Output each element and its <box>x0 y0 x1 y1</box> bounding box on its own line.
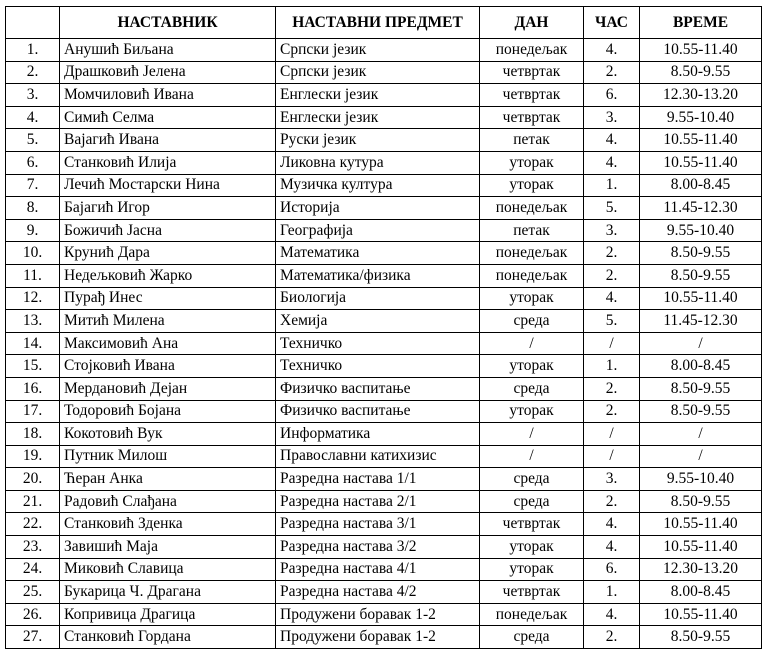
row-number-cell: 1. <box>6 39 60 62</box>
table-row <box>6 400 762 423</box>
table-row <box>6 490 762 513</box>
row-number-cell: 27. <box>6 626 60 649</box>
teacher-name-cell: Лечић Мостарски Нина <box>60 174 276 197</box>
header-day: ДАН <box>480 7 584 39</box>
table-row <box>6 558 762 581</box>
time-cell: 8.50-9.55 <box>640 264 762 287</box>
day-cell: среда <box>480 626 584 649</box>
subject-cell: Разредна настава 4/2 <box>276 581 480 604</box>
teacher-name-cell: Крунић Дара <box>60 242 276 265</box>
teacher-name-cell: Копривица Драгица <box>60 603 276 626</box>
subject-cell: Разредна настава 2/1 <box>276 490 480 513</box>
header-teacher: НАСТАВНИК <box>60 7 276 39</box>
row-number-cell: 6. <box>6 151 60 174</box>
period-cell: 2. <box>584 400 640 423</box>
teacher-name-cell: Пурађ Инес <box>60 287 276 310</box>
teacher-name-cell: Максимовић Ана <box>60 332 276 355</box>
period-cell: / <box>584 332 640 355</box>
header-subject: НАСТАВНИ ПРЕДМЕТ <box>276 7 480 39</box>
subject-cell: Српски језик <box>276 39 480 62</box>
day-cell: / <box>480 423 584 446</box>
table-row <box>6 287 762 310</box>
day-cell: понедељак <box>480 603 584 626</box>
row-number-cell: 11. <box>6 264 60 287</box>
period-cell: 1. <box>584 355 640 378</box>
row-number-cell: 22. <box>6 513 60 536</box>
period-cell: 5. <box>584 197 640 220</box>
header-time: ВРЕМЕ <box>640 7 762 39</box>
subject-cell: Географија <box>276 219 480 242</box>
time-cell: 8.50-9.55 <box>640 242 762 265</box>
day-cell: среда <box>480 468 584 491</box>
table-body <box>6 39 762 649</box>
time-cell: / <box>640 332 762 355</box>
header-number <box>6 7 60 39</box>
table-row <box>6 84 762 107</box>
subject-cell: Хемија <box>276 310 480 333</box>
teacher-name-cell: Мердановић Дејан <box>60 377 276 400</box>
row-number-cell: 19. <box>6 445 60 468</box>
table-row <box>6 423 762 446</box>
teacher-name-cell: Букарица Ч. Драгана <box>60 581 276 604</box>
time-cell: 8.00-8.45 <box>640 174 762 197</box>
teacher-name-cell: Анушић Биљана <box>60 39 276 62</box>
time-cell: 10.55-11.40 <box>640 287 762 310</box>
table-row <box>6 581 762 604</box>
time-cell: 8.50-9.55 <box>640 626 762 649</box>
period-cell: 1. <box>584 581 640 604</box>
subject-cell: Руски језик <box>276 129 480 152</box>
teacher-name-cell: Драшковић Јелена <box>60 61 276 84</box>
subject-cell: Продужени боравак 1-2 <box>276 626 480 649</box>
subject-cell: Ликовна кутура <box>276 151 480 174</box>
time-cell: / <box>640 423 762 446</box>
period-cell: 4. <box>584 603 640 626</box>
time-cell: 10.55-11.40 <box>640 603 762 626</box>
time-cell: 9.55-10.40 <box>640 106 762 129</box>
teacher-name-cell: Ћеран Анка <box>60 468 276 491</box>
period-cell: 2. <box>584 264 640 287</box>
teacher-name-cell: Станковић Илија <box>60 151 276 174</box>
row-number-cell: 8. <box>6 197 60 220</box>
period-cell: 1. <box>584 174 640 197</box>
period-cell: 3. <box>584 219 640 242</box>
row-number-cell: 17. <box>6 400 60 423</box>
day-cell: понедељак <box>480 197 584 220</box>
row-number-cell: 2. <box>6 61 60 84</box>
table-row <box>6 332 762 355</box>
row-number-cell: 26. <box>6 603 60 626</box>
row-number-cell: 10. <box>6 242 60 265</box>
period-cell: 4. <box>584 129 640 152</box>
row-number-cell: 14. <box>6 332 60 355</box>
teacher-name-cell: Тодоровић Бојана <box>60 400 276 423</box>
subject-cell: Разредна настава 4/1 <box>276 558 480 581</box>
day-cell: среда <box>480 490 584 513</box>
teacher-name-cell: Божичић Јасна <box>60 219 276 242</box>
time-cell: 9.55-10.40 <box>640 468 762 491</box>
subject-cell: Техничко <box>276 332 480 355</box>
time-cell: 8.00-8.45 <box>640 581 762 604</box>
table-row <box>6 61 762 84</box>
day-cell: понедељак <box>480 264 584 287</box>
table-row <box>6 219 762 242</box>
time-cell: 8.50-9.55 <box>640 490 762 513</box>
teacher-name-cell: Миковић Славица <box>60 558 276 581</box>
day-cell: понедељак <box>480 39 584 62</box>
table-row <box>6 445 762 468</box>
period-cell: 6. <box>584 84 640 107</box>
row-number-cell: 5. <box>6 129 60 152</box>
time-cell: 9.55-10.40 <box>640 219 762 242</box>
row-number-cell: 7. <box>6 174 60 197</box>
day-cell: уторак <box>480 558 584 581</box>
subject-cell: Разредна настава 3/1 <box>276 513 480 536</box>
subject-cell: Физичко васпитање <box>276 400 480 423</box>
subject-cell: Информатика <box>276 423 480 446</box>
row-number-cell: 13. <box>6 310 60 333</box>
time-cell: 11.45-12.30 <box>640 310 762 333</box>
row-number-cell: 25. <box>6 581 60 604</box>
period-cell: 3. <box>584 106 640 129</box>
period-cell: 6. <box>584 558 640 581</box>
time-cell: 8.50-9.55 <box>640 61 762 84</box>
row-number-cell: 15. <box>6 355 60 378</box>
row-number-cell: 16. <box>6 377 60 400</box>
day-cell: среда <box>480 377 584 400</box>
time-cell: 10.55-11.40 <box>640 129 762 152</box>
subject-cell: Енглески језик <box>276 106 480 129</box>
teacher-name-cell: Станковић Зденка <box>60 513 276 536</box>
period-cell: 2. <box>584 490 640 513</box>
subject-cell: Техничко <box>276 355 480 378</box>
subject-cell: Енглески језик <box>276 84 480 107</box>
table-row <box>6 377 762 400</box>
teacher-name-cell: Станковић Гордана <box>60 626 276 649</box>
subject-cell: Физичко васпитање <box>276 377 480 400</box>
teacher-name-cell: Кокотовић Вук <box>60 423 276 446</box>
day-cell: уторак <box>480 355 584 378</box>
table-row <box>6 513 762 536</box>
time-cell: 10.55-11.40 <box>640 536 762 559</box>
day-cell: уторак <box>480 400 584 423</box>
row-number-cell: 3. <box>6 84 60 107</box>
period-cell: 2. <box>584 626 640 649</box>
time-cell: 12.30-13.20 <box>640 558 762 581</box>
day-cell: петак <box>480 219 584 242</box>
day-cell: уторак <box>480 151 584 174</box>
teacher-name-cell: Симић Селма <box>60 106 276 129</box>
time-cell: 12.30-13.20 <box>640 84 762 107</box>
day-cell: четвртак <box>480 84 584 107</box>
day-cell: уторак <box>480 536 584 559</box>
time-cell: 8.50-9.55 <box>640 400 762 423</box>
period-cell: 4. <box>584 39 640 62</box>
table-row <box>6 264 762 287</box>
table-row <box>6 39 762 62</box>
row-number-cell: 4. <box>6 106 60 129</box>
row-number-cell: 12. <box>6 287 60 310</box>
time-cell: 10.55-11.40 <box>640 513 762 536</box>
time-cell: 8.00-8.45 <box>640 355 762 378</box>
row-number-cell: 18. <box>6 423 60 446</box>
table-row <box>6 626 762 649</box>
row-number-cell: 9. <box>6 219 60 242</box>
row-number-cell: 24. <box>6 558 60 581</box>
day-cell: уторак <box>480 287 584 310</box>
subject-cell: Математика <box>276 242 480 265</box>
period-cell: / <box>584 445 640 468</box>
teacher-name-cell: Митић Милена <box>60 310 276 333</box>
time-cell: 11.45-12.30 <box>640 197 762 220</box>
teacher-name-cell: Вајагић Ивана <box>60 129 276 152</box>
table-row <box>6 310 762 333</box>
table-row <box>6 151 762 174</box>
period-cell: 3. <box>584 468 640 491</box>
row-number-cell: 20. <box>6 468 60 491</box>
teacher-name-cell: Недељковић Жарко <box>60 264 276 287</box>
day-cell: среда <box>480 310 584 333</box>
time-cell: 8.50-9.55 <box>640 377 762 400</box>
time-cell: 10.55-11.40 <box>640 39 762 62</box>
time-cell: / <box>640 445 762 468</box>
table-row <box>6 129 762 152</box>
subject-cell: Разредна настава 3/2 <box>276 536 480 559</box>
subject-cell: Православни катихизис <box>276 445 480 468</box>
table-row <box>6 468 762 491</box>
table-row <box>6 197 762 220</box>
table-header-row <box>6 7 762 39</box>
consultation-schedule-table <box>5 6 762 649</box>
subject-cell: Продужени боравак 1-2 <box>276 603 480 626</box>
subject-cell: Разредна настава 1/1 <box>276 468 480 491</box>
table-row <box>6 536 762 559</box>
table-row <box>6 242 762 265</box>
day-cell: четвртак <box>480 61 584 84</box>
table-row <box>6 355 762 378</box>
teacher-name-cell: Стојковић Ивана <box>60 355 276 378</box>
day-cell: уторак <box>480 174 584 197</box>
period-cell: 4. <box>584 151 640 174</box>
table-row <box>6 106 762 129</box>
day-cell: петак <box>480 129 584 152</box>
day-cell: / <box>480 332 584 355</box>
day-cell: / <box>480 445 584 468</box>
time-cell: 10.55-11.40 <box>640 151 762 174</box>
period-cell: 2. <box>584 242 640 265</box>
day-cell: четвртак <box>480 513 584 536</box>
period-cell: 4. <box>584 536 640 559</box>
period-cell: 2. <box>584 61 640 84</box>
row-number-cell: 23. <box>6 536 60 559</box>
teacher-name-cell: Момчиловић Ивана <box>60 84 276 107</box>
day-cell: понедељак <box>480 242 584 265</box>
row-number-cell: 21. <box>6 490 60 513</box>
table-row <box>6 174 762 197</box>
teacher-name-cell: Путник Милош <box>60 445 276 468</box>
subject-cell: Српски језик <box>276 61 480 84</box>
period-cell: 4. <box>584 287 640 310</box>
day-cell: четвртак <box>480 106 584 129</box>
teacher-name-cell: Бајагић Игор <box>60 197 276 220</box>
subject-cell: Историја <box>276 197 480 220</box>
day-cell: четвртак <box>480 581 584 604</box>
table-row <box>6 603 762 626</box>
subject-cell: Биологија <box>276 287 480 310</box>
period-cell: 4. <box>584 513 640 536</box>
period-cell: 2. <box>584 377 640 400</box>
period-cell: / <box>584 423 640 446</box>
header-period: ЧАС <box>584 7 640 39</box>
subject-cell: Музичка култура <box>276 174 480 197</box>
teacher-name-cell: Радовић Слађана <box>60 490 276 513</box>
period-cell: 5. <box>584 310 640 333</box>
teacher-name-cell: Завишић Маја <box>60 536 276 559</box>
subject-cell: Математика/физика <box>276 264 480 287</box>
